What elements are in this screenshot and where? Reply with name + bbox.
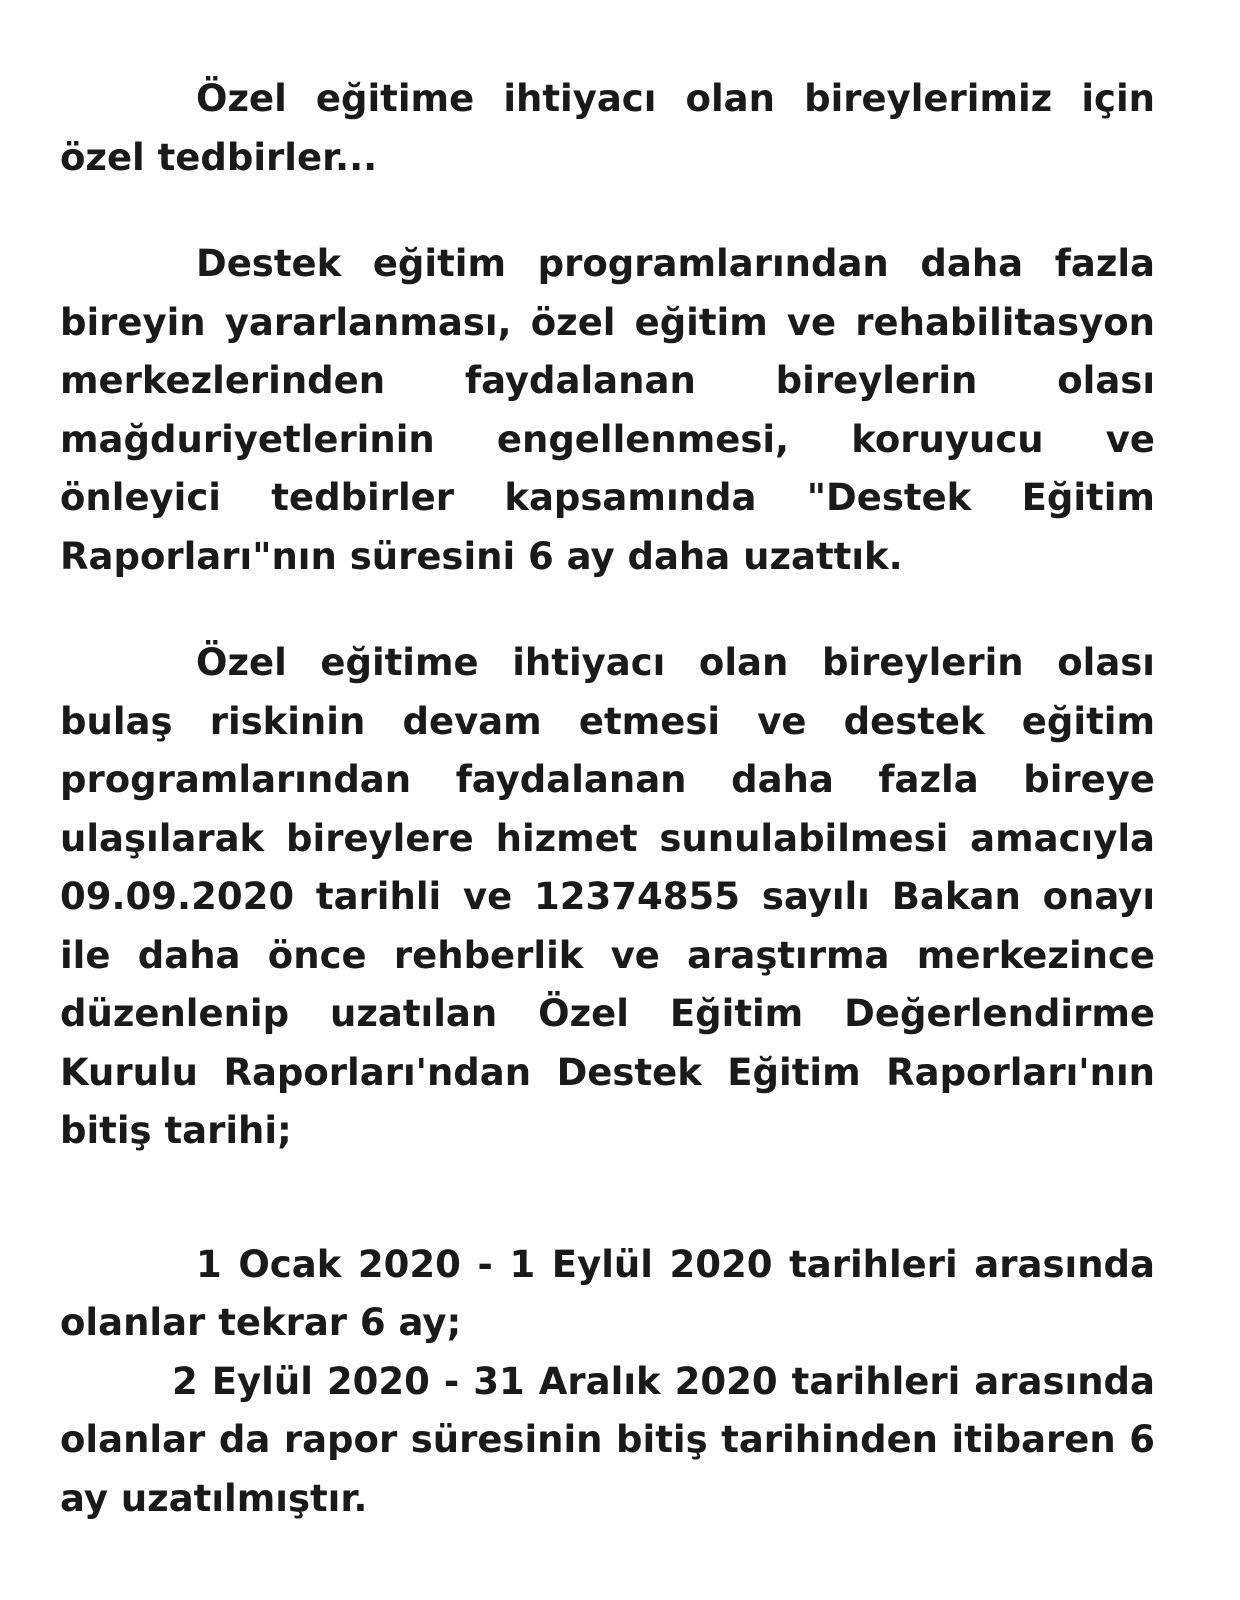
intro-heading: Özel eğitime ihtiyacı olan bireylerimiz için özel tedbirler... [60,77,1155,179]
paragraph-decision-details: Özel eğitime ihtiyacı olan bireylerin olası bulaş riskinin devam etmesi ve destek eğitim programlarından faydalanan daha fazla bireye ulaşılarak bireylere hizmet sunulabilmesi amacıyla 09.09.2020 tarihli ve 12374855 sayılı Bakan onayı ile daha önce rehberlik ve araştırma merkezince düzenlenip uzatılan Özel Eğitim Değerlendirme Kurulu Raporları'ndan Destek Eğitim Raporları'nın bitiş tarihi; [60,641,1155,1152]
document-body [60,70,1155,1528]
date-range-item-1: 1 Ocak 2020 - 1 Eylül 2020 tarihleri arasında olanlar tekrar 6 ay; [60,1242,1155,1344]
date-range-item-2: 2 Eylül 2020 - 31 Aralık 2020 tarihleri arasında olanlar da rapor süresinin bitiş tarihinden itibaren 6 ay uzatılmıştır. [60,1359,1155,1520]
paragraph-extension-announcement: Destek eğitim programlarından daha fazla bireyin yararlanması, özel eğitim ve rehabilitasyon merkezlerinden faydalanan bireylerin olası mağduriyetlerinin engellenmesi, koruyucu ve önleyici tedbirler kapsamında "Destek Eğitim Raporları"nın süresini 6 ay daha uzattık. [60,242,1155,578]
